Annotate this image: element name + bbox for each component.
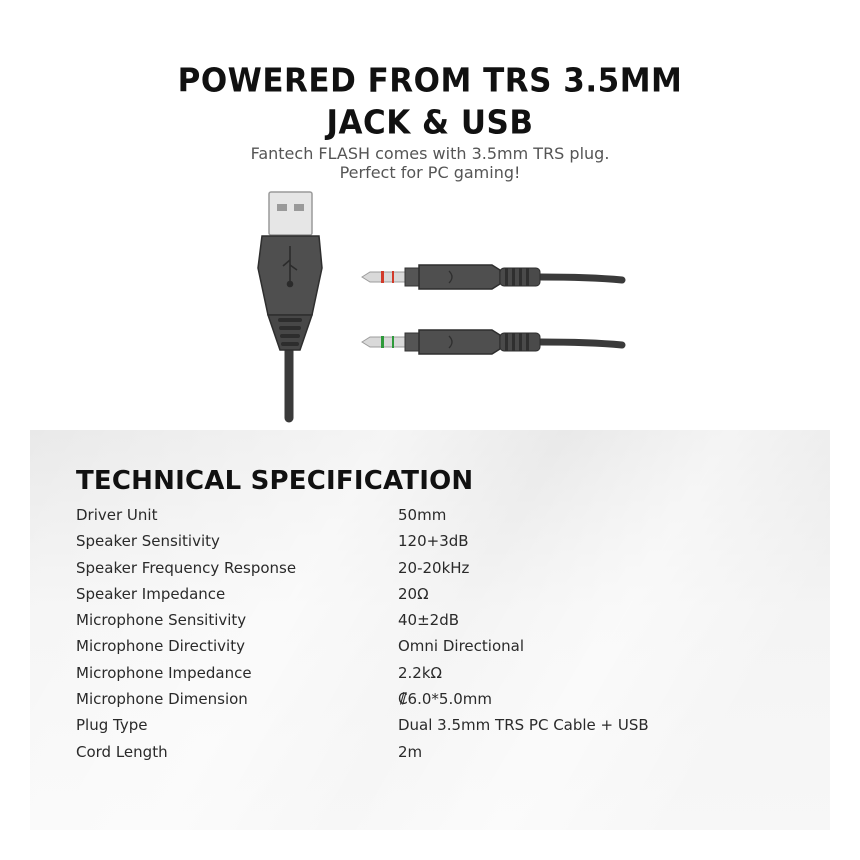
spec-row bbox=[76, 558, 776, 584]
spec-label: Microphone Impedance bbox=[76, 663, 252, 682]
spec-label: Driver Unit bbox=[76, 506, 158, 524]
page-subtitle-line1: Fantech FLASH comes with 3.5mm TRS plug. bbox=[250, 144, 610, 163]
spec-value: Dual 3.5mm TRS PC Cable + USB bbox=[398, 716, 649, 735]
spec-list bbox=[76, 505, 776, 768]
spec-value: 2m bbox=[398, 742, 423, 761]
spec-panel bbox=[30, 430, 830, 830]
spec-value: 50mm bbox=[398, 506, 447, 524]
spec-label: Speaker Sensitivity bbox=[76, 532, 220, 551]
spec-label: Microphone Directivity bbox=[76, 637, 245, 656]
spec-row bbox=[76, 742, 776, 768]
spec-row bbox=[76, 531, 776, 557]
spec-row bbox=[76, 636, 776, 662]
spec-label: Microphone Sensitivity bbox=[76, 611, 247, 630]
spec-title: TECHNICAL SPECIFICATION bbox=[76, 466, 474, 496]
spec-value: Omni Directional bbox=[398, 637, 524, 656]
spec-label: Speaker Frequency Response bbox=[76, 558, 297, 577]
spec-value: 20-20kHz bbox=[398, 558, 470, 577]
spec-row bbox=[76, 505, 776, 531]
spec-label: Cord Length bbox=[76, 742, 168, 761]
audio-jack-red-icon bbox=[362, 265, 622, 289]
spec-label: Plug Type bbox=[76, 716, 148, 735]
spec-label: Speaker Impedance bbox=[76, 584, 226, 603]
spec-value: 20Ω bbox=[398, 584, 429, 603]
spec-row bbox=[76, 689, 776, 715]
spec-value: ₡6.0*5.0mm bbox=[398, 690, 492, 709]
spec-row bbox=[76, 663, 776, 689]
spec-row bbox=[76, 610, 776, 636]
spec-value: 2.2kΩ bbox=[398, 663, 443, 682]
usb-plug-icon bbox=[258, 192, 322, 418]
spec-row bbox=[76, 715, 776, 741]
spec-row bbox=[76, 584, 776, 610]
page-subtitle-line2: Perfect for PC gaming! bbox=[339, 163, 521, 182]
audio-jack-green-icon bbox=[362, 330, 622, 354]
page-title-line1: POWERED FROM TRS 3.5MM bbox=[177, 62, 683, 100]
spec-value: 40±2dB bbox=[398, 611, 460, 630]
spec-value: 120+3dB bbox=[398, 532, 469, 551]
spec-label: Microphone Dimension bbox=[76, 690, 248, 709]
page-title-line2: JACK & USB bbox=[326, 104, 534, 142]
